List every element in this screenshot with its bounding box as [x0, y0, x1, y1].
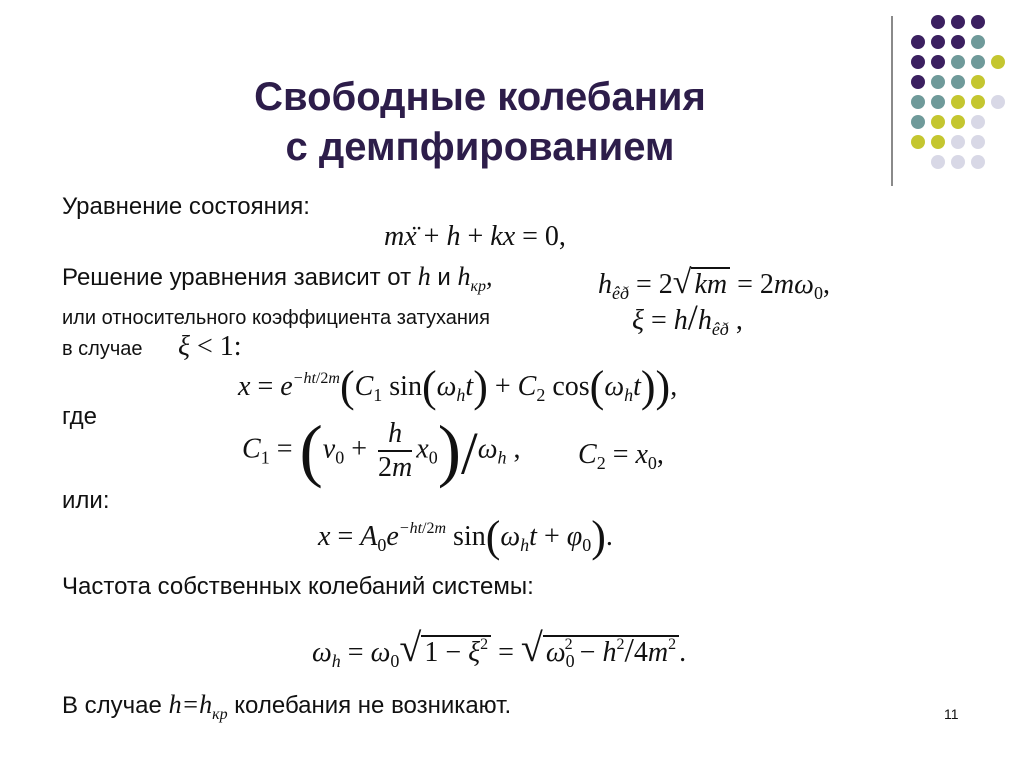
equation-motion: mẍ + h + kx = 0,: [384, 221, 566, 252]
h-eq-hcr: $h=h_{кр}$: [168, 690, 228, 724]
final-line: [62, 690, 511, 730]
title-line-1: Свободные колебания: [254, 75, 706, 119]
x-alt-formula: $x = A_0e^{-ht/2m}$ $\sin(\omega_ht + \varphi_0)$.: [318, 512, 613, 561]
decorative-dot: [951, 35, 965, 49]
and-word: и: [437, 264, 451, 291]
page-number: 11: [944, 706, 959, 722]
decorative-dot: [971, 75, 985, 89]
c2-formula: $C_2 = x_0$,: [578, 439, 664, 473]
decorative-dot: [971, 155, 985, 169]
decorative-dot: [911, 35, 925, 49]
decorative-dot: [991, 55, 1005, 69]
decorative-dot: [911, 95, 925, 109]
decorative-dot: [971, 35, 985, 49]
xi-formula: $\xi = h/h_{êð}$ ,: [632, 297, 743, 339]
decorative-dot: [951, 135, 965, 149]
decorative-dot: [951, 75, 965, 89]
or-text: или:: [62, 487, 110, 514]
decorative-dot: [971, 135, 985, 149]
no-oscillations-text: колебания не возникают.: [234, 692, 512, 719]
decorative-dot: [971, 55, 985, 69]
decorative-dot: [911, 115, 925, 129]
symbol-h: h: [417, 262, 431, 291]
state-equation-label: Уравнение состояния:: [62, 193, 310, 220]
decorative-dot: [931, 35, 945, 49]
decorative-dot: [971, 95, 985, 109]
divider-line: [891, 16, 893, 186]
solution-depends-text: Решение уравнения зависит от: [62, 264, 412, 291]
decorative-dot: [931, 95, 945, 109]
natural-frequency-label: Частота собственных колебаний системы:: [62, 573, 534, 600]
xi-condition: ξ < 1:: [178, 331, 242, 362]
decorative-dot: [931, 75, 945, 89]
decorative-dot: [971, 115, 985, 129]
decorative-dot: [931, 15, 945, 29]
decorative-dot: [971, 15, 985, 29]
decorative-dot: [951, 115, 965, 129]
decorative-dot: [911, 55, 925, 69]
solution-depends-line: [62, 262, 492, 302]
decorative-dot: [951, 95, 965, 109]
decorative-dot: [951, 15, 965, 29]
decorative-dot: [931, 155, 945, 169]
in-case-text: в случае: [62, 338, 143, 360]
relative-coef-text: или относительного коэффициента затухания: [62, 307, 490, 329]
decorative-dot: [911, 75, 925, 89]
h-cr-formula: $h_{êð} = 2√$ km = $2m\omega_0$,: [598, 264, 830, 303]
c1-formula: $C_1 = (v_0$ + $\frac{h}{2m}$ $x_0)/\omega_h$ ,: [242, 412, 521, 490]
decorative-dot: [931, 55, 945, 69]
dot-pattern: [911, 15, 1005, 169]
decorative-dot: [951, 55, 965, 69]
title-line-2: с демпфированием: [285, 125, 675, 169]
decorative-dot: [951, 155, 965, 169]
decorative-dot: [911, 135, 925, 149]
symbol-h-cr: $h_{кр}$,: [457, 262, 493, 296]
decorative-dot: [931, 135, 945, 149]
where-text: где: [62, 403, 98, 430]
decorative-dot: [931, 115, 945, 129]
slide-title: [150, 72, 810, 172]
x-solution-formula: $x = e^{-ht/2m}(C_1$ $\sin(\omega_ht) + C_2$ $\cos(\omega_ht)$),: [238, 362, 678, 411]
in-case-final-prefix: В случае: [62, 692, 162, 719]
omega-h-formula: $\omega_h = \omega_0√$ $1 - \xi^2$ = √ $\omega_0^2 - h^2/4m^2$ .: [312, 625, 687, 671]
decorative-dot: [991, 95, 1005, 109]
